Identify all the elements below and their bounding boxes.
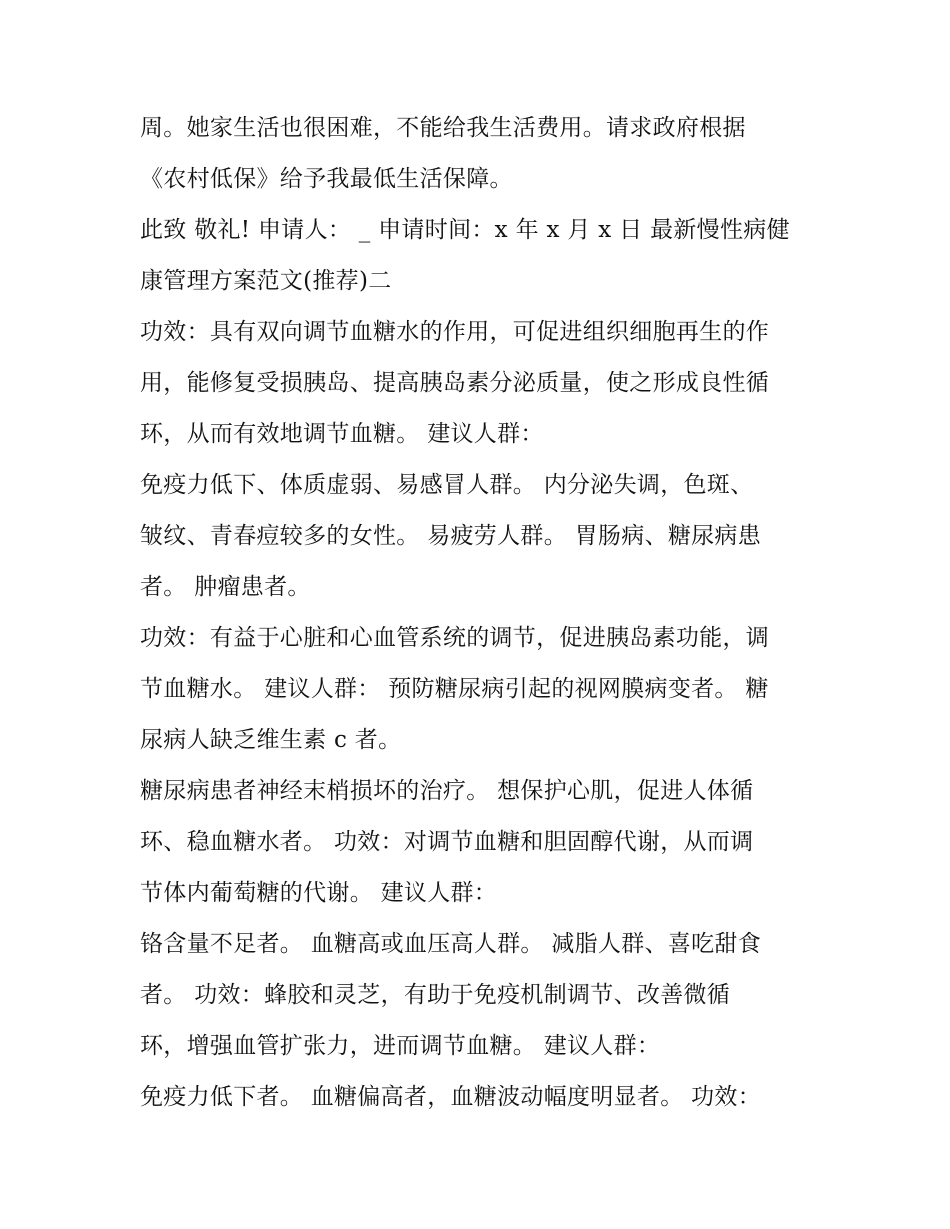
- text-line: 者。 功效：蜂胶和灵芝，有助于免疫机制调节、改善微循: [140, 982, 731, 1008]
- text-line: 免疫力低下、体质虚弱、易感冒人群。 内分泌失调，色斑、: [140, 472, 754, 498]
- text-line: 功效：有益于心脏和心血管系统的调节，促进胰岛素功能，调: [140, 625, 770, 651]
- document-body: [140, 108, 830, 1128]
- text-line: 节体内葡萄糖的代谢。 建议人群：: [140, 880, 498, 906]
- text-line: 尿病人缺乏维生素 c 者。: [140, 727, 402, 753]
- text-line: 免疫力低下者。 血糖偏高者，血糖波动幅度明显者。 功效：: [140, 1084, 762, 1110]
- text-line: 环，从而有效地调节血糖。 建议人群：: [140, 421, 544, 447]
- text-line: 康管理方案范文(推荐)二: [140, 268, 392, 294]
- text-line: 皱纹、青春痘较多的女性。 易疲劳人群。 胃肠病、糖尿病患: [140, 523, 762, 549]
- text-line: 《农村低保》给予我最低生活保障。: [140, 166, 513, 192]
- text-line: 用，能修复受损胰岛、提高胰岛素分泌质量，使之形成良性循: [140, 370, 770, 396]
- text-line: 者。 肿瘤患者。: [140, 574, 311, 600]
- text-line: 环、稳血糖水者。 功效：对调节血糖和胆固醇代谢，从而调: [140, 829, 754, 855]
- text-line: 糖尿病患者神经末梢损坏的治疗。 想保护心肌，促进人体循: [140, 778, 754, 804]
- text-line: 节血糖水。 建议人群： 预防糖尿病引起的视网膜病变者。 糖: [140, 676, 769, 702]
- text-line: 功效：具有双向调节血糖水的作用，可促进组织细胞再生的作: [140, 319, 770, 345]
- text-line: 周。她家生活也很困难，不能给我生活费用。请求政府根据: [140, 115, 746, 141]
- text-line: 铬含量不足者。 血糖高或血压高人群。 减脂人群、喜吃甜食: [140, 931, 762, 957]
- text-line: 环，增强血管扩张力，进而调节血糖。 建议人群：: [140, 1033, 661, 1059]
- text-line: 此致 敬礼! 申请人： _ 申请时间：x 年 x 月 x 日 最新慢性病健: [140, 217, 790, 243]
